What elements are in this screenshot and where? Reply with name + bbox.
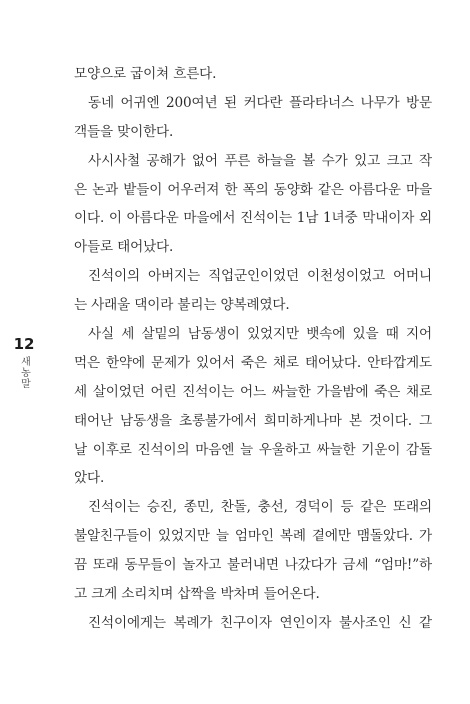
paragraph xyxy=(74,320,432,493)
text-line: 세 살이었던 어린 진석이는 어느 싸늘한 가을밤에 죽은 채로 xyxy=(74,383,432,400)
text-line: 아들로 태어났다. xyxy=(74,239,174,256)
text-line: 먹은 한약에 문제가 있어서 죽은 채로 태어났다. 안타깝게도 xyxy=(74,354,432,371)
body-text xyxy=(74,60,432,638)
text-line: 은 논과 밭들이 어우러져 한 폭의 동양화 같은 아름다운 마을 xyxy=(74,181,432,198)
text-line: 객들을 맞이한다. xyxy=(74,123,174,140)
text-line: 았다. xyxy=(74,470,105,487)
paragraph xyxy=(74,609,432,638)
text-line: 불알친구들이 있었지만 늘 엄마인 복례 곁에만 맴돌았다. 가 xyxy=(74,528,432,545)
text-line: 동네 어귀엔 200여년 된 커다란 플라타너스 나무가 방문 xyxy=(88,94,432,111)
text-line: 사실 세 살밑의 남동생이 있었지만 뱃속에 있을 때 지어 xyxy=(88,326,432,343)
text-line: 날 이후로 진석이의 마음엔 늘 우울하고 싸늘한 기운이 감돌 xyxy=(74,441,432,458)
text-line: 사시사철 공해가 없어 푸른 하늘을 볼 수가 있고 크고 작 xyxy=(88,152,432,169)
section-title: 새농말 xyxy=(18,356,30,389)
paragraph xyxy=(74,493,432,609)
text-line: 모양으로 굽이쳐 흐른다. xyxy=(74,66,217,82)
text-line: 끔 또래 동무들이 놀자고 불러내면 나갔다가 금세 “엄마!”하 xyxy=(74,557,432,574)
text-line: 는 사래울 댁이라 불리는 양복례였다. xyxy=(74,297,290,314)
paragraph xyxy=(74,89,432,147)
text-line: 태어난 남동생을 초롱불가에서 희미하게나마 본 것이다. 그 xyxy=(74,412,432,429)
text-line: 고 크게 소리치며 삽짝을 박차며 들어온다. xyxy=(74,586,320,603)
paragraph xyxy=(74,147,432,263)
text-line: 이다. 이 아름다운 마을에서 진석이는 1남 1녀중 막내이자 외 xyxy=(74,210,432,227)
text-line: 진석이에게는 복례가 친구이자 연인이자 불사조인 신 같 xyxy=(88,614,432,631)
page-marker xyxy=(6,334,42,389)
page-number: 12 xyxy=(13,335,35,353)
paragraph xyxy=(74,60,432,89)
paragraph xyxy=(74,262,432,320)
text-line: 진석이는 승진, 종민, 찬돌, 충선, 경덕이 등 같은 또래의 xyxy=(88,499,432,516)
text-line: 진석이의 아버지는 직업군인이었던 이천성이었고 어머니 xyxy=(88,268,432,285)
